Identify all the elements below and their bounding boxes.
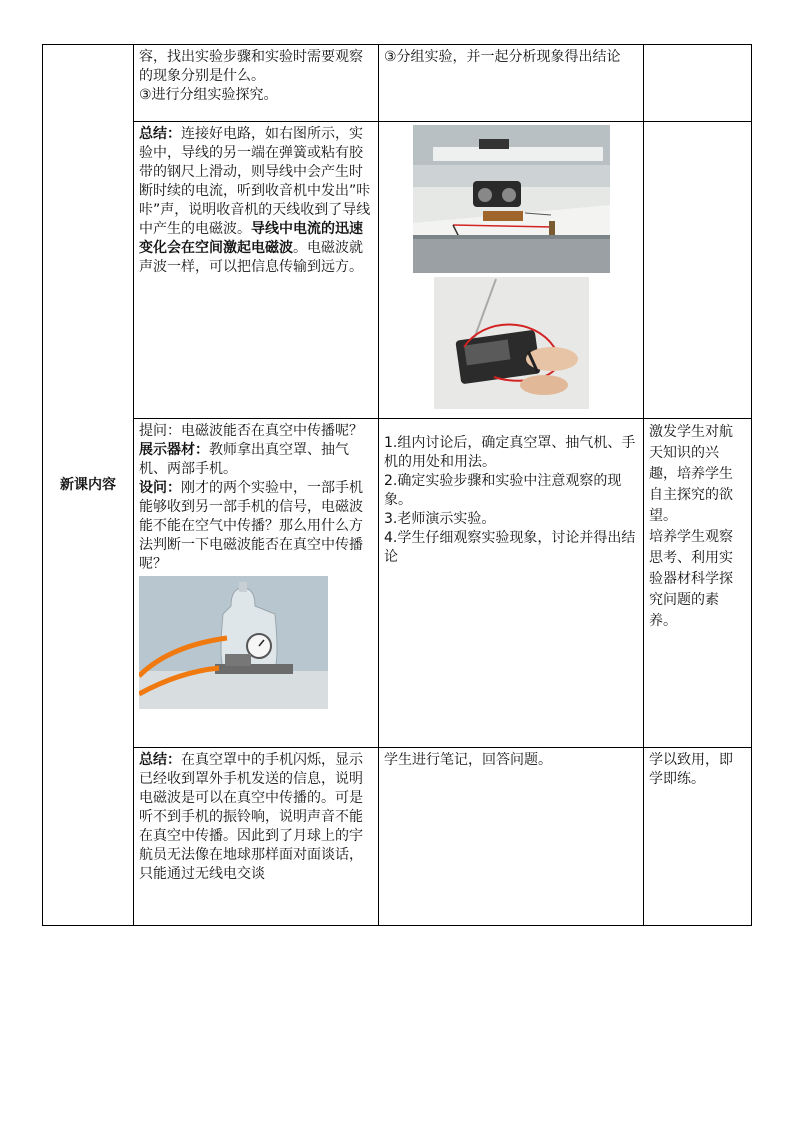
teacher-activity-cell [134,419,379,748]
teacher-line: 容，找出实验步骤和实验时需要观察的现象分别是什么。 [139,49,363,84]
radio-antenna-photo [434,277,589,409]
student-activity-cell [379,45,644,122]
teacher-activity-cell [134,45,379,122]
student-text: 学生进行笔记，回答问题。 [384,752,552,768]
student-step: 1.组内讨论后，确定真空罩、抽气机、手机的用处和用法。 [384,435,636,470]
student-step: 2.确定实验步骤和实验中注意观察的现象。 [384,473,622,508]
summary-text: 连接好电路，如右图所示，实验中，导线的另一端在弹簧或粘有胶带的钢尺上滑动，则导线中会产生时断时续的电流，听到收音机中发出”咔咔”声，说明收音机的天线收到了导线中产生的电磁波。 [139,126,371,237]
vacuum-bell-jar-photo [139,576,328,709]
teacher-activity-cell [134,748,379,926]
radio-circuit-photo [413,125,610,273]
summary-label: 总结： [139,752,181,768]
section-label: 新课内容 [60,476,116,493]
intent-cell [644,45,752,122]
intent-cell [644,122,752,419]
summary-emphasis: 导线中电流的迅速变化会在空间激起电磁波 [139,221,363,256]
intent-cell [644,748,752,926]
ask-text: 刚才的两个实验中，一部手机能够收到另一部手机的信号，电磁波能不能在空气中传播？那么用什么方法判断一下电磁波能否在真空中传播呢？ [139,480,363,572]
teacher-line: ③进行分组实验探究。 [139,87,278,103]
intent-line: 激发学生对航天知识的兴趣，培养学生自主探究的欲望。 [649,424,733,524]
intent-cell [644,419,752,748]
student-line: ③分组实验，并一起分析现象得出结论 [384,49,621,65]
student-step: 4.学生仔细观察实验现象，讨论并得出结论 [384,530,636,565]
student-activity-cell [379,748,644,926]
summary-text: 。电磁波就声波一样，可以把信息传输到远方。 [139,240,363,275]
teacher-activity-cell [134,122,379,419]
student-step: 3.老师演示实验。 [384,511,496,527]
section-label-cell [43,45,134,926]
experiment-photos-cell [379,122,644,419]
summary-text: 在真空罩中的手机闪烁，显示已经收到罩外手机发送的信息，说明电磁波是可以在真空中传播的。可是听不到手机的振铃响，说明声音不能在真空中传播。因此到了月球上的宇航员无法像在地球那样面对面谈话，只能通过无线电交谈 [139,752,363,882]
equipment-text: 教师拿出真空罩、抽气机、两部手机。 [139,442,349,477]
student-activity-cell [379,419,644,748]
equipment-label: 展示器材： [139,442,209,458]
lesson-plan-table [42,44,752,926]
summary-label: 总结： [139,126,181,142]
table-row [43,122,752,419]
question-text: 提问：电磁波能否在真空中传播呢？ [139,423,363,439]
intent-text: 学以致用，即学即练。 [649,752,733,787]
ask-label: 设问： [139,480,181,496]
table-row [43,748,752,926]
table-row [43,419,752,748]
table-row [43,45,752,122]
intent-line: 培养学生观察思考、利用实验器材科学探究问题的素养。 [649,529,733,629]
